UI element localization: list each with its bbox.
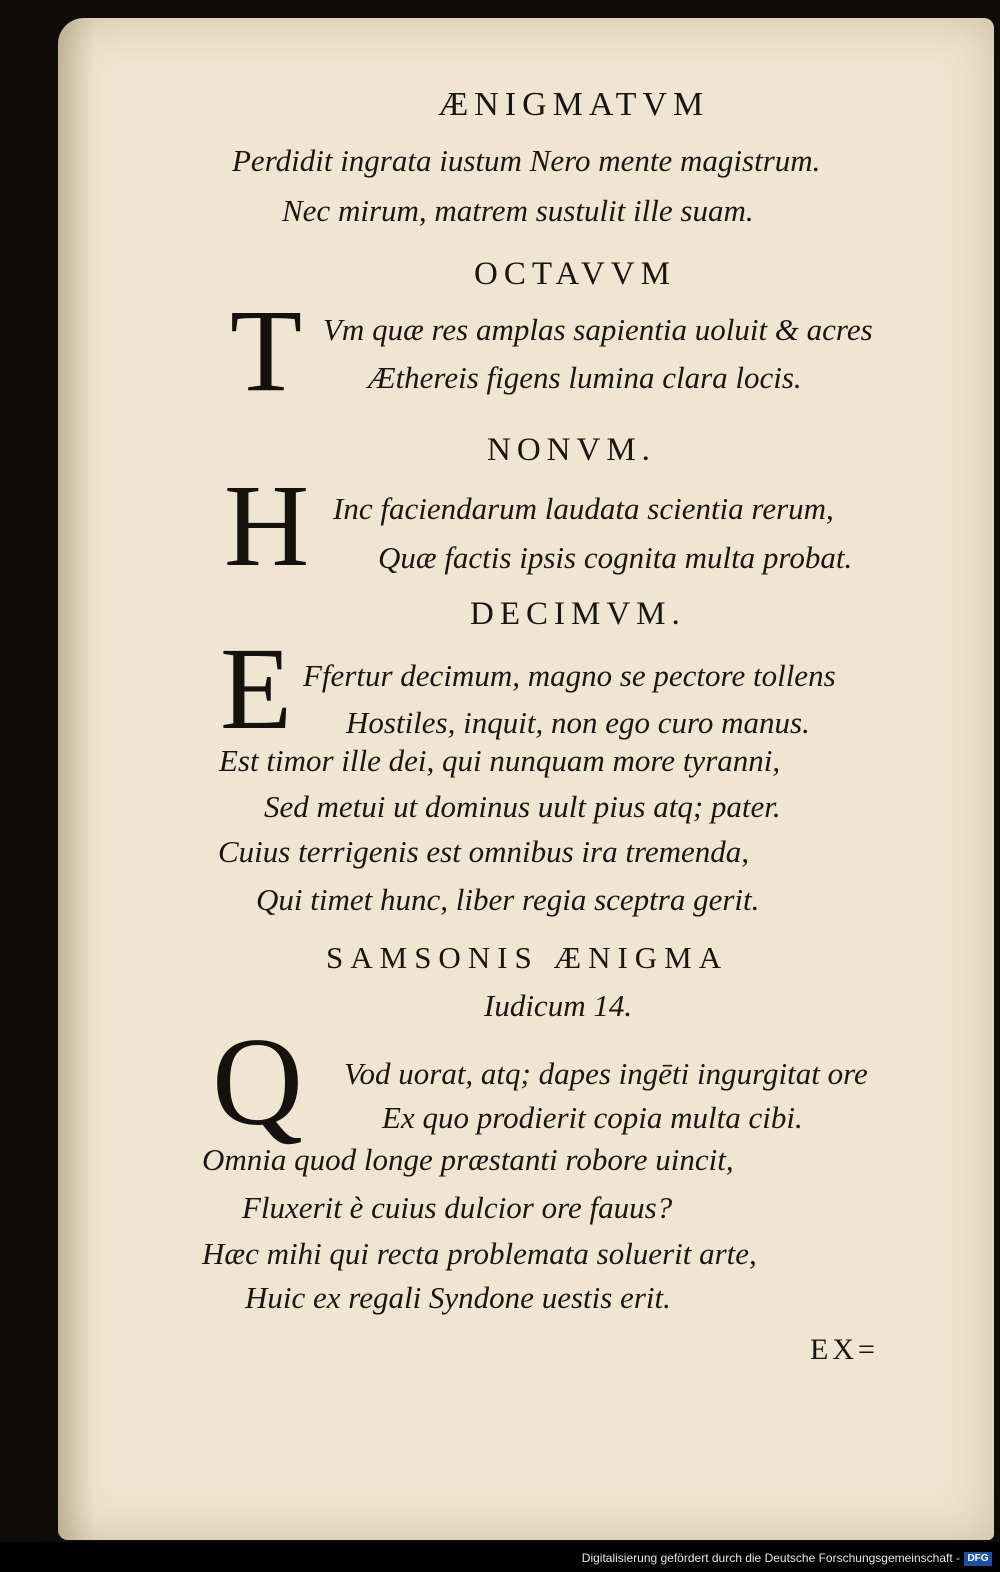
verse-line: Omnia quod longe præstanti robore uincit, — [202, 1142, 734, 1177]
drop-capital-q: Q — [212, 1013, 303, 1152]
verse-line: Fluxerit è cuius dulcior ore fauus? — [242, 1190, 673, 1225]
verse-line: Ffertur decimum, magno se pectore tollens — [303, 658, 836, 693]
section-heading-samson: SAMSONIS ÆNIGMA — [326, 940, 729, 975]
verse-line: Qui timet hunc, liber regia sceptra gerit. — [256, 882, 760, 917]
verse-line: Sed metui ut dominus uult pius atq; pater. — [264, 789, 781, 824]
verse-line: Est timor ille dei, qui nunquam more tyranni, — [219, 743, 781, 778]
running-header: ÆNIGMATVM — [438, 86, 710, 123]
section-heading-nonum: NONVM. — [487, 432, 656, 468]
verse-line: Hostiles, inquit, non ego curo manus. — [346, 705, 810, 740]
footer-credit: Digitalisierung gefördert durch die Deutsche Forschungsgemeinschaft - — [581, 1551, 960, 1565]
verse-line: Cuius terrigenis est omnibus ira tremenda, — [218, 834, 750, 869]
verse-line: Hæc mihi qui recta problemata soluerit arte, — [202, 1236, 757, 1271]
catchword: EX= — [810, 1333, 879, 1366]
verse-line: Inc faciendarum laudata scientia rerum, — [333, 491, 834, 526]
verse-line: Ex quo prodierit copia multa cibi. — [382, 1100, 803, 1135]
drop-capital-e: E — [220, 623, 293, 754]
dfg-logo: DFG — [964, 1552, 992, 1566]
section-heading-octavum: OCTAVVM — [474, 256, 676, 292]
verse-line: Nec mirum, matrem sustulit ille suam. — [282, 193, 754, 228]
drop-capital-t: T — [230, 285, 303, 416]
verse-line: Quæ factis ipsis cognita multa probat. — [378, 540, 853, 575]
verse-line: Vm quæ res amplas sapientia uoluit & acres — [323, 312, 873, 347]
section-heading-decimum: DECIMVM. — [470, 596, 686, 632]
footer-bar — [0, 1542, 1000, 1572]
verse-line: Vod uorat, atq; dapes ingēti ingurgitat ore — [344, 1056, 868, 1091]
verse-line: Æthereis figens lumina clara locis. — [368, 360, 802, 395]
verse-line: Perdidit ingrata iustum Nero mente magistrum. — [232, 143, 821, 178]
section-subheading: Iudicum 14. — [484, 988, 633, 1023]
drop-capital-h: H — [224, 460, 310, 591]
verse-line: Huic ex regali Syndone uestis erit. — [245, 1280, 671, 1315]
